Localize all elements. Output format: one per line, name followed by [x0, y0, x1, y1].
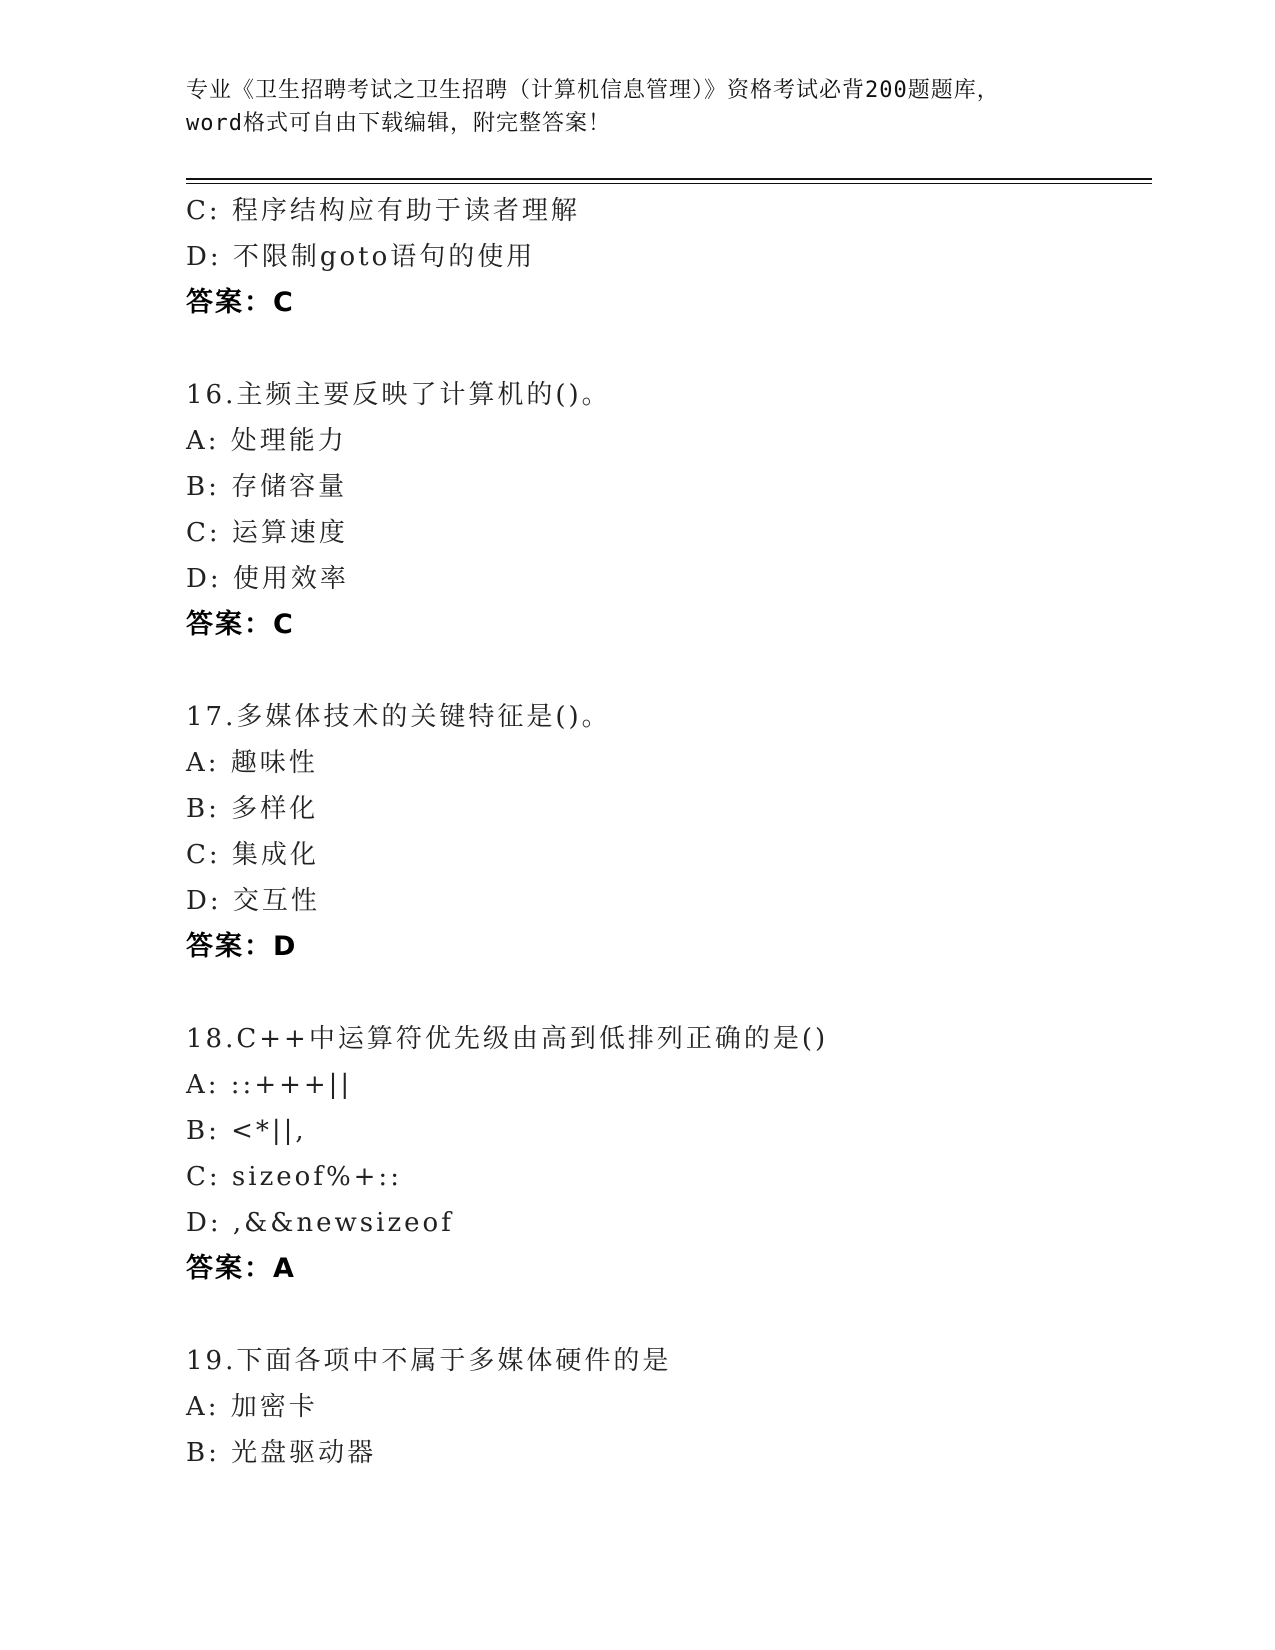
header-divider-thick [186, 178, 1152, 180]
question-17 [186, 694, 1146, 970]
answer-line: 答案：A [186, 1253, 296, 1284]
option-c: C: sizeof%+:: [186, 1162, 402, 1192]
option-d: D: 不限制goto语句的使用 [186, 242, 536, 272]
answer-line: 答案：C [186, 609, 295, 640]
option-a: A: 趣味性 [186, 748, 318, 778]
header-line-2: word格式可自由下载编辑，附完整答案！ [186, 111, 611, 136]
option-b: B: 多样化 [186, 794, 319, 824]
spacer [186, 970, 1146, 1016]
option-a: A: 处理能力 [186, 426, 347, 456]
option-d: D: ,&&newsizeof [186, 1208, 454, 1238]
option-a: A: 加密卡 [186, 1392, 318, 1422]
question-stem: 18.C++中运算符优先级由高到低排列正确的是() [186, 1024, 829, 1054]
option-d: D: 交互性 [186, 886, 320, 916]
question-stem: 17.多媒体技术的关键特征是()。 [186, 702, 611, 732]
spacer [186, 1292, 1146, 1338]
option-c: C: 集成化 [186, 840, 319, 870]
question-stem: 19.下面各项中不属于多媒体硬件的是 [186, 1346, 672, 1376]
answer-line: 答案：D [186, 931, 298, 962]
option-c: C: 运算速度 [186, 518, 348, 548]
option-b: B: <*||, [186, 1116, 307, 1146]
question-stem: 16.主频主要反映了计算机的()。 [186, 380, 611, 410]
option-d: D: 使用效率 [186, 564, 349, 594]
document-header [186, 74, 1086, 140]
header-line-1: 专业《卫生招聘考试之卫生招聘（计算机信息管理）》资格考试必背200题题库， [186, 78, 1000, 103]
spacer [186, 326, 1146, 372]
question-16 [186, 372, 1146, 648]
option-c: C: 程序结构应有助于读者理解 [186, 196, 580, 226]
question-list [186, 188, 1146, 1476]
question-18 [186, 1016, 1146, 1292]
question-19 [186, 1338, 1146, 1476]
header-divider-thin [186, 183, 1152, 184]
answer-line: 答案：C [186, 287, 295, 318]
option-a: A: ::+++|| [186, 1070, 353, 1100]
option-b: B: 存储容量 [186, 472, 348, 502]
spacer [186, 648, 1146, 694]
question-continuation [186, 188, 1146, 326]
option-b: B: 光盘驱动器 [186, 1438, 377, 1468]
